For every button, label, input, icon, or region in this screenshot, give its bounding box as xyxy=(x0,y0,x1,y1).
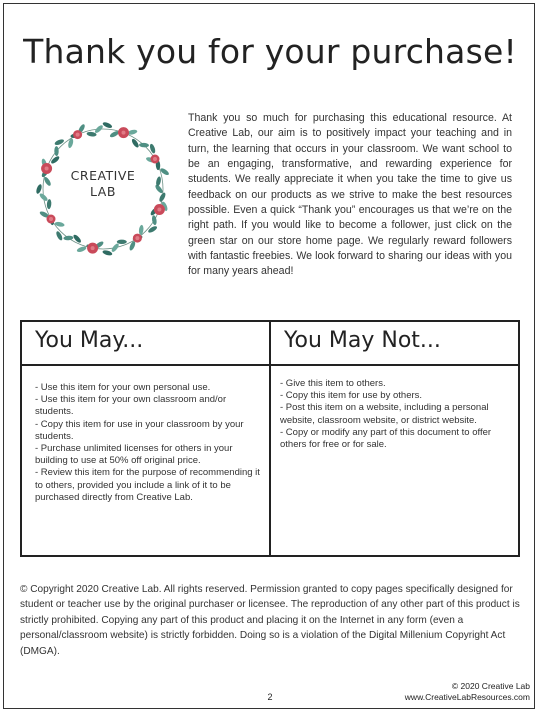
wreath-leaf xyxy=(131,138,140,149)
wreath-rose-center xyxy=(49,217,53,221)
wreath-leaf xyxy=(102,121,113,129)
list-item: - Purchase unlimited licenses for others in your building to use at 50% off original price. xyxy=(35,443,233,467)
header-divider xyxy=(22,364,518,366)
wreath-leaf xyxy=(110,242,120,253)
wreath-leaf xyxy=(50,155,61,165)
wreath-rose-center xyxy=(122,131,126,135)
wreath-rose-center xyxy=(157,208,161,212)
copyright-notice: © Copyright 2020 Creative Lab. All rights reserved. Permission granted to copy pages specifically designed for student or teacher use by the original purchaser or licensee. The reproduction of any other part of this product is strictly prohibited. Copying any part of this product and placing it on the Internet in any form (even a personal/classroom website) is strictly forbidden. Doing so is a violation of the Digital Millenium Copyright Act (DMGA). xyxy=(20,584,520,657)
wreath-leaf xyxy=(147,225,158,234)
wreath-leaf xyxy=(149,143,156,154)
list-item: - Use this item for your own personal use. xyxy=(35,382,211,393)
wreath-leaf xyxy=(117,240,127,244)
you-may-not-list xyxy=(280,378,512,451)
logo-line-2: LAB xyxy=(90,184,116,199)
wreath-rose-center xyxy=(76,133,80,137)
wreath-leaf xyxy=(139,143,149,148)
wreath-rose-center xyxy=(91,246,95,250)
wreath-leaf xyxy=(102,249,113,256)
logo-text xyxy=(28,168,178,200)
permissions-table xyxy=(20,320,520,557)
you-may-list xyxy=(35,382,263,504)
wreath-leaf xyxy=(63,235,73,240)
list-item: - Use this item for your own classroom and/or students. xyxy=(35,394,227,418)
page-number: 2 xyxy=(267,692,273,702)
column-divider xyxy=(269,322,271,555)
list-item: - Copy this item for use in your classroom by your students. xyxy=(35,418,244,442)
page-title: Thank you for your purchase! xyxy=(23,32,517,71)
wreath-leaf xyxy=(54,138,65,146)
wreath-leaf xyxy=(72,234,82,244)
footer-company: © 2020 Creative Lab xyxy=(451,681,530,691)
wreath-rose-center xyxy=(153,157,157,161)
list-item: - Copy or modify any part of this document to offer others for free or for sale. xyxy=(280,426,492,451)
list-item: - Give this item to others. xyxy=(280,378,386,389)
wreath-leaf xyxy=(55,230,63,241)
wreath-rose-center xyxy=(135,236,139,240)
wreath-leaf xyxy=(67,138,74,149)
list-item: - Review this item for the purpose of recommending it to others, provided you include a link of it to be purchased directly from Creative Lab. xyxy=(35,467,260,503)
list-item: - Copy this item for use by others. xyxy=(280,390,423,402)
you-may-heading: You May... xyxy=(35,328,144,353)
you-may-not-heading: You May Not... xyxy=(284,328,441,353)
list-item: - Post this item on a website, including a personal website, classroom website, or district website. xyxy=(280,402,489,426)
footer-website: www.CreativeLabResources.com xyxy=(404,692,530,702)
intro-paragraph: Thank you so much for purchasing this educational resource. At Creative Lab, our aim is to positively impact your teaching and in turn, the learning that occurs in your classroom. We want school to be an engaging, transformative, and rewarding experience for students. We really appreciate it when you take the time to give us feedback on our products as we strive to make the best resources possible. Even a quick “Thank you” encourages us that we’re on the right path. If you would like to become a follower, just click on the green star on our store home page. We regularly reward followers with fantastic freebies. We look forward to sharing our ideas with you for many years ahead! xyxy=(188,112,512,278)
wreath-leaf xyxy=(54,146,59,156)
logo-line-1: CREATIVE xyxy=(70,168,136,183)
